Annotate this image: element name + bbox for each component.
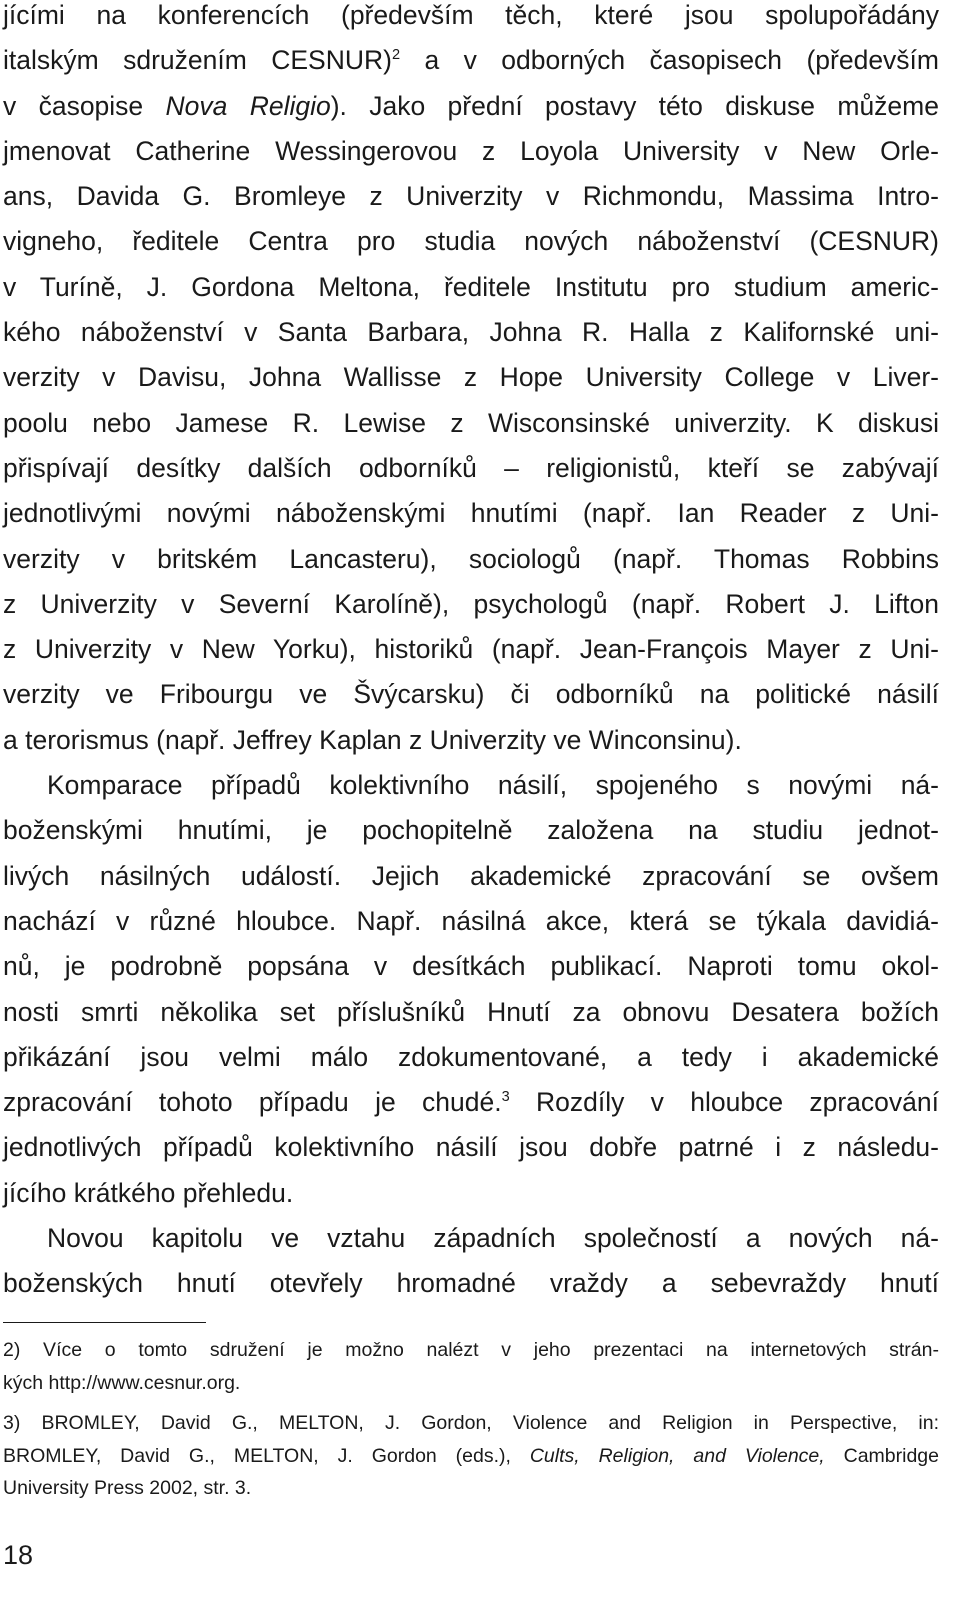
text-line: livých násilných událostí. Jejich akademické zpracování se ovšem <box>3 860 939 891</box>
book-title: Cults, Religion, and Violence, <box>529 1444 825 1467</box>
footnote-3-line: 3) BROMLEY, David G., MELTON, J. Gordon, Violence and Religion in Perspective, in: <box>3 1412 939 1435</box>
footnote-2-line: kých http://www.cesnur.org. <box>3 1371 241 1394</box>
paragraph-start: Novou kapitolu ve vztahu západních společností a nových ná- <box>47 1223 939 1254</box>
text-line: kého náboženství v Santa Barbara, Johna R. Halla z Kalifornské uni- <box>3 317 939 348</box>
body-text <box>3 0 939 1307</box>
text-line: ans, Davida G. Bromleye z Univerzity v Richmondu, Massima Intro- <box>3 181 939 212</box>
text-line: jícími na konferencích (především těch, které jsou spolupořádány <box>3 0 939 30</box>
text-line: italským sdružením CESNUR)$^2$ a v odborných časopisech (především <box>3 45 939 76</box>
paragraph-start: Komparace případů kolektivního násilí, spojeného s novými ná- <box>47 770 939 801</box>
text-line: nachází v různé hloubce. Např. násilná akce, která se týkala davidiá- <box>3 905 939 936</box>
page-number: 18 <box>3 1540 34 1570</box>
text-line: boženskými hnutími, je pochopitelně založena na studiu jednot- <box>3 815 939 846</box>
text-line: jednotlivých případů kolektivního násilí jsou dobře patrné i z následu- <box>3 1132 939 1163</box>
text-line: z Univerzity v New Yorku), historiků (např. Jean-François Mayer z Uni- <box>3 634 939 665</box>
text-line: v Turíně, J. Gordona Meltona, ředitele Institutu pro studium americ- <box>3 271 939 302</box>
footnote-3-line: BROMLEY, David G., MELTON, J. Gordon (eds.), Cults, Religion, and Violence, Cambridge <box>3 1444 939 1467</box>
text-line: verzity ve Fribourgu ve Švýcarsku) či odborníků na politické násilí <box>3 679 939 710</box>
text-line: zpracování tohoto případu je chudé.$^3$ Rozdíly v hloubce zpracování <box>3 1087 939 1118</box>
footnote-3-line: University Press 2002, str. 3. <box>3 1477 252 1500</box>
text-line: nosti smrti několika set příslušníků Hnutí za obnovu Desatera božích <box>3 996 939 1027</box>
text-line: přikázání jsou velmi málo zdokumentované, a tedy i akademické <box>3 1041 939 1072</box>
text-line: boženských hnutí otevřely hromadné vraždy a sebevraždy hnutí <box>3 1268 939 1299</box>
footnote-ref-2[interactable]: 2 <box>391 47 401 64</box>
footnote-divider <box>3 1322 206 1323</box>
text-line: poolu nebo Jamese R. Lewise z Wisconsinské univerzity. K diskusi <box>3 407 939 438</box>
text-line: nů, je podrobně popsána v desítkách publikací. Naproti tomu okol- <box>3 951 939 982</box>
footnotes <box>3 1334 939 1505</box>
text-line: a terorismus (např. Jeffrey Kaplan z Univerzity ve Winconsinu). <box>3 724 742 755</box>
footnote-ref-3[interactable]: 3 <box>501 1088 510 1105</box>
text-line: v časopise Nova Religio). Jako přední postavy této diskuse můžeme <box>3 90 939 121</box>
text-line: přispívají desítky dalších odborníků – religionistů, kteří se zabývají <box>3 452 939 483</box>
text-line: z Univerzity v Severní Karolíně), psychologů (např. Robert J. Lifton <box>3 588 939 619</box>
text-line: jednotlivými novými náboženskými hnutími (např. Ian Reader z Uni- <box>3 498 939 529</box>
journal-title: Nova Religio <box>165 90 331 121</box>
text-line: verzity v Davisu, Johna Wallisse z Hope University College v Liver- <box>3 362 939 393</box>
text-line: verzity v britském Lancasteru), sociologů (např. Thomas Robbins <box>3 543 939 574</box>
text-line: jmenovat Catherine Wessingerovou z Loyola University v New Orle- <box>3 135 939 166</box>
text-line: jícího krátkého přehledu. <box>3 1177 294 1208</box>
footnote-2-line: 2) Více o tomto sdružení je možno nalézt v jeho prezentaci na internetových strán- <box>3 1339 939 1361</box>
text-line: vigneho, ředitele Centra pro studia nových náboženství (CESNUR) <box>3 226 939 257</box>
